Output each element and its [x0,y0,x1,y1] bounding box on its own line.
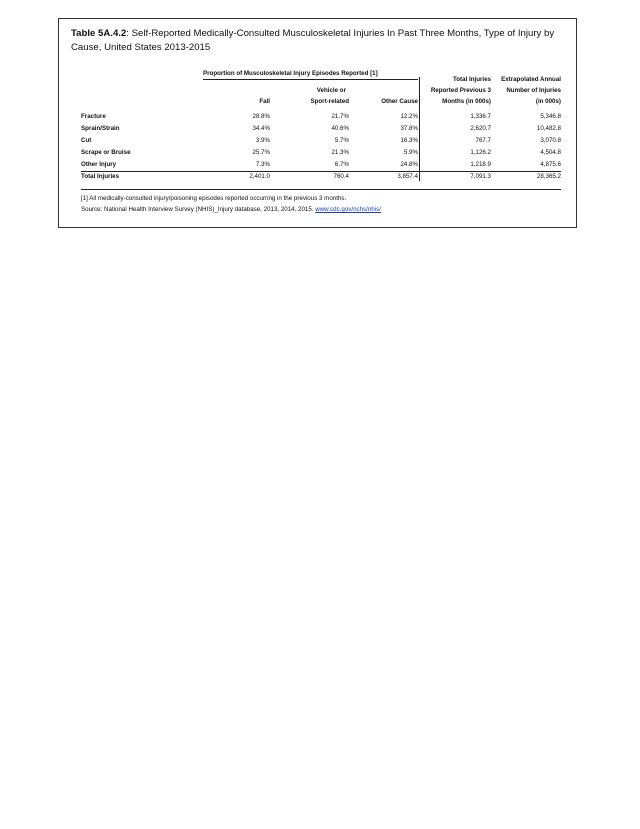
row-vehicle: 21.3% [331,149,349,156]
row-label: Other Injury [81,161,117,168]
row-label: Sprain/Strain [81,125,120,132]
row-label: Cut [81,137,92,144]
row-other: 24.8% [400,161,418,168]
row-fall: 25.7% [252,149,270,156]
row-fall: 3.9% [255,137,270,144]
total-row-rule [81,171,561,172]
row-total: 1,218.9 [470,161,491,168]
col-header-total-line1: Total Injuries [452,76,491,83]
row-total: 1,126.2 [470,149,491,156]
table-title [71,27,566,55]
row-other: 5.9% [403,149,418,156]
row-vehicle: 40.6% [331,125,349,132]
total-row-other: 3,857.4 [397,173,418,180]
col-header-vehicle-line2: Sport-related [310,98,349,105]
col-header-total-line2: Reported Previous 3 [430,87,491,94]
footnote: [1] All medically-consulted injury/poisoning episodes reported occurring in the previous 3 months. [81,195,347,202]
row-fall: 28.8% [252,113,270,120]
row-annual: 5,346.8 [540,113,561,120]
row-total: 2,620.7 [470,125,491,132]
total-row-label: Total Injuries [81,173,120,180]
total-row-fall: 2,401.0 [249,173,270,180]
table-document-frame [58,18,577,228]
table-bottom-rule [81,189,561,190]
col-header-annual-line3: (in 000s) [535,98,561,105]
row-total: 767.7 [475,137,491,144]
row-annual: 4,504.8 [540,149,561,156]
row-total: 1,336.7 [470,113,491,120]
row-vehicle: 6.7% [334,161,349,168]
row-other: 12.2% [400,113,418,120]
group-header: Proportion of Musculoskeletal Injury Episodes Reported [1] [203,70,378,77]
source-link[interactable]: www.cdc.gov/nchs/nhis/ [315,206,381,213]
injury-table [81,69,561,181]
table-notes [81,193,381,215]
row-annual: 3,070.8 [540,137,561,144]
col-header-annual-line2: Number of Injuries [506,87,561,94]
row-fall: 34.4% [252,125,270,132]
row-annual: 4,875.6 [540,161,561,168]
col-header-other: Other Cause [381,98,418,105]
col-header-total-line3: Months (in 000s) [442,98,491,105]
total-row-total: 7,091.3 [470,173,491,180]
col-header-vehicle-line1: Vehicle or [316,87,346,94]
source-text: Source: National Health Interview Survey (NHIS)_Injury database, 2013, 2014, 2015. [81,206,314,213]
row-other: 16.3% [400,137,418,144]
total-row-annual: 28,365.2 [536,173,561,180]
row-other: 37.8% [400,125,418,132]
row-fall: 7.3% [255,161,270,168]
row-vehicle: 5.7% [334,137,349,144]
table-title-id: Table 5A.4.2 [71,28,127,39]
group-header-underline [203,79,418,80]
total-row-vehicle: 760.4 [333,173,349,180]
row-label: Scrape or Bruise [81,149,131,156]
row-vehicle: 21.7% [331,113,349,120]
col-header-fall: Fall [259,98,270,105]
row-annual: 10,482.8 [536,125,561,132]
col-header-annual-line1: Extrapolated Annual [501,76,561,83]
table-title-text: : Self-Reported Medically-Consulted Musculoskeletal Injuries In Past Three Months, Type of Injury by Cause, United States 2013-2015 [71,28,555,53]
source-line [81,204,381,215]
column-separator [419,77,420,181]
row-label: Fracture [81,113,106,120]
